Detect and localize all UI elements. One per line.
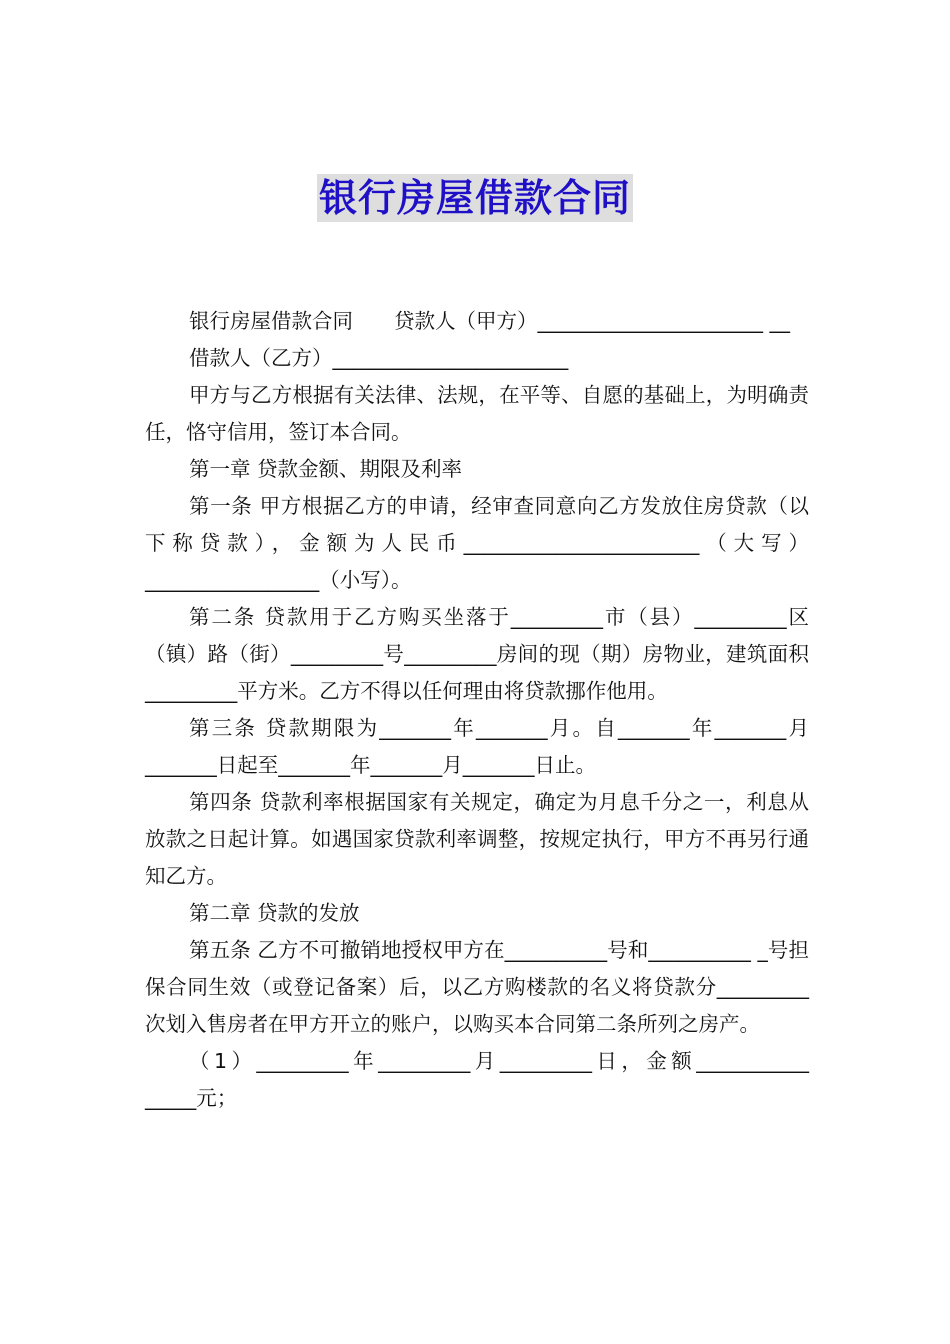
title-wrap: [0, 174, 950, 222]
installment-item-1: （1）_________年_________月_________日，金额___________ _____元；: [145, 1049, 809, 1110]
chapter-heading-1: 第一章 贷款金额、期限及利率: [189, 457, 463, 481]
document-title: 银行房屋借款合同: [318, 176, 631, 220]
article-4: 第四条 贷款利率根据国家有关规定，确定为月息千分之一，利息从放款之日起计算。如遇国家贷款利率调整，按规定执行，甲方不再另行通知乙方。: [145, 790, 809, 888]
article-2: 第二条 贷款用于乙方购买坐落于_________市（县）_________区（镇）路（街）_________号_________房间的现（期）房物业，建筑面积_________平方米。乙方不得以任何理由将贷款挪作他用。: [145, 605, 809, 703]
article-3: 第三条 贷款期限为_______年_______月。自_______年_______月_______日起至_______年_______月_______日止。: [145, 716, 809, 777]
paragraph-preamble: 甲方与乙方根据有关法律、法规，在平等、自愿的基础上，为明确责任，恪守信用，签订本合同。: [145, 383, 809, 444]
article-1: 第一条 甲方根据乙方的申请，经审查同意向乙方发放住房贷款（以下称贷款），金额为人民币_______________________（大写）_________________（小写）。: [145, 494, 809, 592]
paragraph-borrower: 借款人（乙方）_______________________: [189, 346, 569, 370]
document-body: [145, 303, 809, 1117]
article-5: 第五条 乙方不可撤销地授权甲方在__________号和__________ _号担保合同生效（或登记备案）后，以乙方购楼款的名义将贷款分_________次划入售房者在甲方开立的账户，以购买本合同第二条所列之房产。: [145, 938, 809, 1036]
chapter-heading-2: 第二章 贷款的发放: [189, 901, 360, 925]
paragraph-parties-lender: 银行房屋借款合同 贷款人（甲方）______________________ __: [189, 309, 791, 333]
